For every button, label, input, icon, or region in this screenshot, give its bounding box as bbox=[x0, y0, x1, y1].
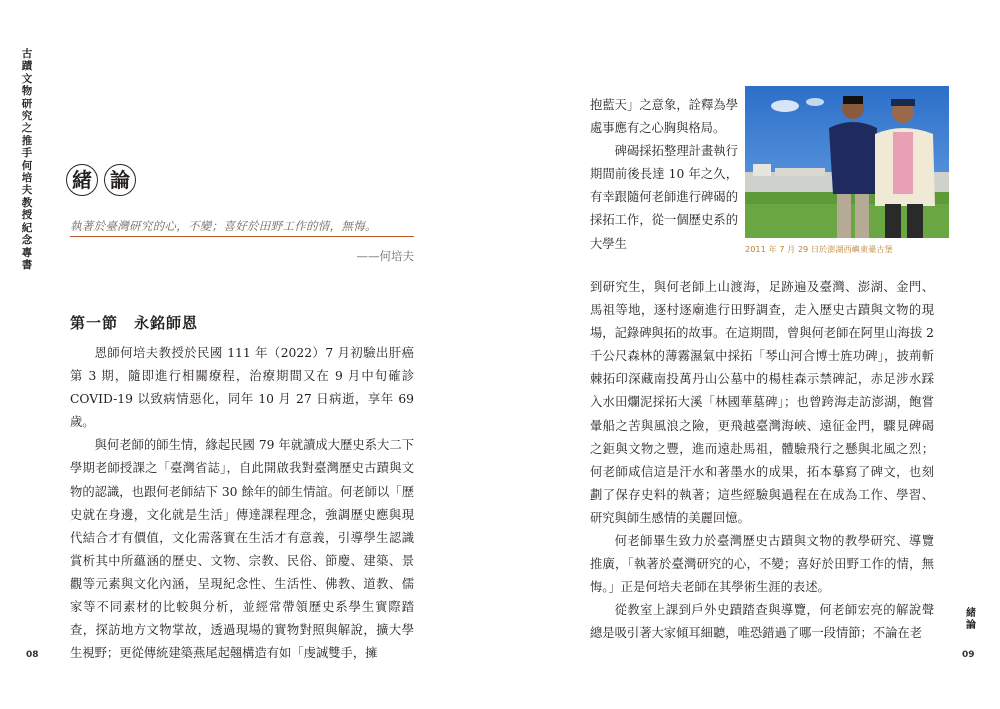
epigraph-divider bbox=[70, 236, 414, 237]
paragraph: 何老師畢生致力於臺灣歷史古蹟與文物的教學研究、導覽推廣，「執著於臺灣研究的心，不變；喜好於田野工作的情，無悔。」正是何培夫老師在其學術生涯的表述。 bbox=[590, 534, 934, 595]
page-number-left: 08 bbox=[26, 650, 39, 660]
book-title-vertical: 古蹟文物研究之推手 何培夫教授紀念專書 bbox=[21, 48, 33, 271]
left-body bbox=[70, 342, 414, 665]
epigraph-quote: 執著於臺灣研究的心，不變；喜好於田野工作的情，無悔。 bbox=[70, 219, 377, 233]
right-body-narrow bbox=[590, 94, 738, 256]
chapter-title-char: 論 bbox=[104, 164, 136, 196]
photo-caption: 2011 年 7 月 29 日於澎湖西嶼東臺古堡 bbox=[745, 244, 893, 254]
chapter-label-vertical: 緒論 bbox=[966, 608, 976, 631]
right-body bbox=[590, 276, 934, 646]
section-heading: 第一節 永銘師恩 bbox=[70, 314, 199, 332]
photo-illustration bbox=[745, 86, 949, 238]
paragraph: 與何老師的師生情，緣起民國 79 年就讀成大歷史系大二下學期老師授課之「臺灣省誌」，自此開啟我對臺灣歷史古蹟與文物的認識，也跟何老師結下 30 餘年的師生情誼。何老師以「歷史就在身邊，文化就是生活」傳達課程理念，強調歷史應與現代結合才有價值，文化需落實在生活才有意義，引導學生認識賞析其中所蘊涵的歷史、文物、宗教、民俗、節慶、建築、景觀等元素與文化內涵，呈現紀念性、生活性、佛教、道教、儒家等不同素材的比較與分析，並經常帶領歷史系學生實際踏查，探訪地方文物掌故，透過現場的實物對照與解說，擴大學生視野；更從傳統建築燕尾起翹構造有如「虔誠雙手，擁 bbox=[70, 438, 414, 661]
chapter-title-char: 緒 bbox=[66, 164, 98, 196]
paragraph: 從教室上課到戶外史蹟踏查與導覽，何老師宏亮的解說聲總是吸引著大家傾耳細聽，唯恐錯過了哪一段情節；不論在老 bbox=[590, 603, 934, 641]
paragraph: 碑碣採拓整理計畫執行期間前後長達 10 年之久，有幸跟隨何老師進行碑碣的採拓工作，從一個歷史系的大學生 bbox=[590, 144, 738, 251]
photo bbox=[745, 86, 949, 238]
paragraph: 到研究生，與何老師上山渡海，足跡遍及臺灣、澎湖、金門、馬祖等地，逐村逐廟進行田野調查，走入歷史古蹟與文物的現場，記錄碑與拓的故事。在這期間，曾與何老師在阿里山海拔 2 千公尺森林的薄霧濕氣中採拓「琴山河合博士旌功碑」，披荊斬棘拓印深藏南投萬丹山公墓中的楊桂森示禁碑記，赤足涉水踩入水田爛泥採拓大溪「林國華墓碑」；也曾跨海走訪澎湖，飽嘗暈船之苦與風浪之險，更飛越臺灣海峽、遠征金門，驟見碑碣之鉅與文物之豐，進而遠赴馬祖，體驗飛行之懸與北風之烈；何老師咸信這是汗水和著墨水的成果，拓本摹寫了碑文，也刻劃了保存史料的執著；這些經驗與過程在在成為工作、學習、研究與師生感情的美麗回憶。 bbox=[590, 280, 934, 525]
epigraph-author: ——何培夫 bbox=[356, 249, 414, 263]
page-number-right: 09 bbox=[962, 650, 975, 660]
chapter-title bbox=[66, 164, 136, 196]
paragraph: 恩師何培夫教授於民國 111 年（2022）7 月初驗出肝癌第 3 期，隨即進行相關療程，治療期間又在 9 月中旬確診 COVID-19 以致病情惡化，同年 10 月 27 日病逝，享年 69 歲。 bbox=[70, 346, 414, 430]
paragraph: 抱藍天」之意象，詮釋為學處事應有之心胸與格局。 bbox=[590, 98, 738, 136]
